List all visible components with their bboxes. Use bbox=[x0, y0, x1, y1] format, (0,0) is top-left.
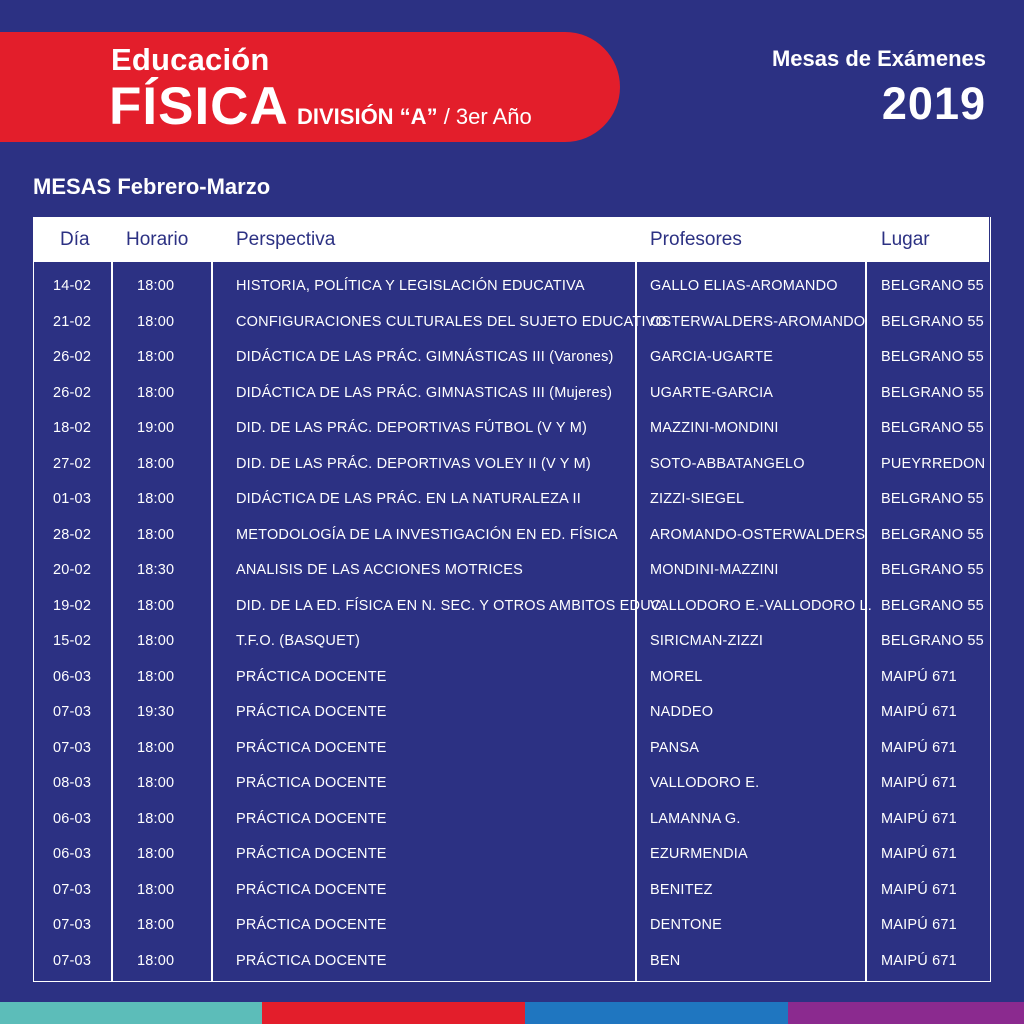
cell-lugar: MAIPÚ 671 bbox=[881, 952, 957, 969]
column-header-perspectiva: Perspectiva bbox=[236, 229, 336, 250]
table-row bbox=[34, 731, 992, 767]
cell-dia: 27-02 bbox=[53, 455, 92, 472]
table-row bbox=[34, 695, 992, 731]
cell-horario: 18:00 bbox=[137, 881, 175, 898]
exam-tables-label: Mesas de Exámenes bbox=[771, 46, 986, 71]
cell-profesores: LAMANNA G. bbox=[650, 810, 741, 827]
cell-horario: 18:00 bbox=[137, 917, 175, 933]
table-row bbox=[34, 837, 992, 873]
cell-profesores: BEN bbox=[650, 952, 681, 969]
cell-profesores: MAZZINI-MONDINI bbox=[650, 420, 779, 436]
cell-dia: 07-03 bbox=[53, 917, 92, 933]
cell-lugar: BELGRANO 55 bbox=[881, 633, 984, 649]
column-header-horario: Horario bbox=[126, 229, 189, 250]
cell-profesores: DENTONE bbox=[650, 917, 723, 933]
cell-dia: 26-02 bbox=[53, 349, 92, 365]
cell-horario: 18:00 bbox=[137, 278, 175, 294]
cell-perspectiva: PRÁCTICA DOCENTE bbox=[236, 704, 387, 720]
cell-profesores: MONDINI-MAZZINI bbox=[650, 562, 779, 578]
table-row bbox=[34, 589, 992, 625]
cell-lugar: MAIPÚ 671 bbox=[881, 846, 957, 862]
table-row bbox=[34, 376, 992, 412]
cell-dia: 15-02 bbox=[53, 633, 92, 649]
cell-lugar: BELGRANO 55 bbox=[881, 491, 984, 507]
cell-perspectiva: DIDÁCTICA DE LAS PRÁC. GIMNASTICAS III (Mujeres) bbox=[236, 384, 613, 401]
table-row bbox=[34, 766, 992, 802]
cell-dia: 07-03 bbox=[53, 704, 92, 720]
cell-dia: 07-03 bbox=[53, 952, 92, 969]
division-name: DIVISIÓN “A” bbox=[297, 104, 438, 129]
table-row bbox=[34, 305, 992, 341]
cell-perspectiva: PRÁCTICA DOCENTE bbox=[236, 775, 387, 791]
table-row bbox=[34, 873, 992, 909]
cell-dia: 01-03 bbox=[53, 491, 92, 507]
cell-perspectiva: DID. DE LAS PRÁC. DEPORTIVAS VOLEY II (V Y M) bbox=[236, 455, 591, 472]
cell-lugar: MAIPÚ 671 bbox=[881, 881, 957, 898]
cell-lugar: BELGRANO 55 bbox=[881, 526, 984, 543]
cell-perspectiva: PRÁCTICA DOCENTE bbox=[236, 810, 387, 827]
cell-perspectiva: DID. DE LAS PRÁC. DEPORTIVAS FÚTBOL (V Y M) bbox=[236, 420, 588, 436]
cell-dia: 06-03 bbox=[53, 846, 92, 862]
cell-perspectiva: METODOLOGÍA DE LA INVESTIGACIÓN EN ED. FÍSICA bbox=[236, 526, 618, 543]
table-row bbox=[34, 482, 992, 518]
cell-perspectiva: DID. DE LA ED. FÍSICA EN N. SEC. Y OTROS AMBITOS EDUC. bbox=[236, 597, 666, 614]
cell-horario: 19:00 bbox=[137, 420, 175, 436]
cell-perspectiva: PRÁCTICA DOCENTE bbox=[236, 881, 387, 898]
cell-dia: 07-03 bbox=[53, 881, 92, 898]
footer-stripe bbox=[788, 1002, 1024, 1024]
cell-lugar: BELGRANO 55 bbox=[881, 313, 984, 330]
cell-lugar: BELGRANO 55 bbox=[881, 562, 984, 578]
cell-horario: 18:00 bbox=[137, 633, 175, 649]
cell-horario: 18:00 bbox=[137, 952, 175, 969]
cell-dia: 07-03 bbox=[53, 739, 92, 756]
cell-profesores: ZIZZI-SIEGEL bbox=[650, 491, 745, 507]
title-big: FÍSICA bbox=[109, 77, 289, 136]
cell-profesores: GARCIA-UGARTE bbox=[650, 349, 774, 365]
cell-perspectiva: DIDÁCTICA DE LAS PRÁC. EN LA NATURALEZA II bbox=[236, 491, 581, 507]
cell-horario: 18:00 bbox=[137, 739, 175, 756]
cell-profesores: UGARTE-GARCIA bbox=[650, 384, 774, 401]
year-label: 2019 bbox=[881, 78, 986, 129]
table-row bbox=[34, 802, 992, 838]
cell-dia: 06-03 bbox=[53, 810, 92, 827]
column-header-profesores: Profesores bbox=[650, 229, 742, 250]
cell-perspectiva: ANALISIS DE LAS ACCIONES MOTRICES bbox=[236, 562, 524, 578]
cell-horario: 18:00 bbox=[137, 526, 175, 543]
cell-perspectiva: T.F.O. (BASQUET) bbox=[236, 633, 361, 649]
cell-perspectiva: PRÁCTICA DOCENTE bbox=[236, 739, 387, 756]
cell-perspectiva: DIDÁCTICA DE LAS PRÁC. GIMNÁSTICAS III (Varones) bbox=[236, 349, 614, 365]
cell-lugar: MAIPÚ 671 bbox=[881, 810, 957, 827]
cell-lugar: BELGRANO 55 bbox=[881, 349, 984, 365]
cell-horario: 18:30 bbox=[137, 562, 175, 578]
cell-horario: 18:00 bbox=[137, 313, 175, 330]
cell-horario: 18:00 bbox=[137, 349, 175, 365]
table-row bbox=[34, 908, 992, 944]
cell-horario: 18:00 bbox=[137, 455, 175, 472]
footer-stripe bbox=[525, 1002, 788, 1024]
cell-profesores: NADDEO bbox=[650, 704, 714, 720]
cell-dia: 28-02 bbox=[53, 526, 92, 543]
cell-lugar: MAIPÚ 671 bbox=[881, 917, 957, 933]
cell-perspectiva: PRÁCTICA DOCENTE bbox=[236, 668, 387, 685]
cell-lugar: BELGRANO 55 bbox=[881, 384, 984, 401]
cell-horario: 18:00 bbox=[137, 810, 175, 827]
cell-dia: 18-02 bbox=[53, 420, 92, 436]
section-title: MESAS Febrero-Marzo bbox=[33, 174, 271, 199]
cell-profesores: BENITEZ bbox=[650, 881, 713, 898]
cell-lugar: MAIPÚ 671 bbox=[881, 739, 957, 756]
table-header bbox=[34, 217, 989, 262]
cell-horario: 19:30 bbox=[137, 704, 175, 720]
cell-profesores: GALLO ELIAS-AROMANDO bbox=[650, 278, 838, 294]
table-row bbox=[34, 624, 992, 660]
cell-perspectiva: HISTORIA, POLÍTICA Y LEGISLACIÓN EDUCATIVA bbox=[236, 278, 585, 294]
table-row bbox=[34, 660, 992, 696]
cell-profesores: MOREL bbox=[650, 668, 703, 685]
cell-dia: 20-02 bbox=[53, 562, 92, 578]
cell-perspectiva: CONFIGURACIONES CULTURALES DEL SUJETO EDUCATIVO bbox=[236, 313, 668, 330]
table-row bbox=[34, 553, 992, 589]
cell-perspectiva: PRÁCTICA DOCENTE bbox=[236, 846, 387, 862]
table-row bbox=[34, 269, 992, 305]
division-label bbox=[297, 104, 532, 130]
cell-horario: 18:00 bbox=[137, 775, 175, 791]
cell-horario: 18:00 bbox=[137, 668, 175, 685]
title-small: Educación bbox=[111, 42, 270, 77]
cell-profesores: AROMANDO-OSTERWALDERS bbox=[650, 526, 866, 543]
cell-lugar: MAIPÚ 671 bbox=[881, 775, 957, 791]
table-row bbox=[34, 411, 992, 447]
exam-table bbox=[33, 217, 991, 982]
cell-lugar: MAIPÚ 671 bbox=[881, 668, 957, 685]
footer-stripe bbox=[262, 1002, 525, 1024]
cell-horario: 18:00 bbox=[137, 597, 175, 614]
cell-perspectiva: PRÁCTICA DOCENTE bbox=[236, 917, 387, 933]
column-header-lugar: Lugar bbox=[881, 229, 930, 250]
column-header-dia: Día bbox=[60, 229, 90, 250]
table-row bbox=[34, 447, 992, 483]
cell-dia: 19-02 bbox=[53, 597, 92, 614]
table-body bbox=[34, 269, 992, 979]
cell-lugar: BELGRANO 55 bbox=[881, 597, 984, 614]
cell-horario: 18:00 bbox=[137, 846, 175, 862]
cell-dia: 14-02 bbox=[53, 278, 92, 294]
cell-dia: 21-02 bbox=[53, 313, 92, 330]
cell-lugar: BELGRANO 55 bbox=[881, 278, 984, 294]
cell-dia: 26-02 bbox=[53, 384, 92, 401]
cell-lugar: PUEYRREDON bbox=[881, 455, 986, 472]
cell-perspectiva: PRÁCTICA DOCENTE bbox=[236, 952, 387, 969]
cell-profesores: SIRICMAN-ZIZZI bbox=[650, 633, 764, 649]
cell-profesores: OSTERWALDERS-AROMANDO bbox=[650, 313, 866, 330]
table-row bbox=[34, 518, 992, 554]
cell-lugar: MAIPÚ 671 bbox=[881, 704, 957, 720]
division-year: / 3er Año bbox=[437, 104, 532, 129]
table-row bbox=[34, 944, 992, 980]
table-row bbox=[34, 340, 992, 376]
cell-profesores: SOTO-ABBATANGELO bbox=[650, 455, 805, 472]
cell-horario: 18:00 bbox=[137, 384, 175, 401]
cell-dia: 08-03 bbox=[53, 775, 92, 791]
cell-profesores: EZURMENDIA bbox=[650, 846, 748, 862]
cell-profesores: PANSA bbox=[650, 739, 700, 756]
cell-lugar: BELGRANO 55 bbox=[881, 420, 984, 436]
cell-horario: 18:00 bbox=[137, 491, 175, 507]
cell-profesores: VALLODORO E.-VALLODORO L. bbox=[650, 597, 873, 614]
cell-dia: 06-03 bbox=[53, 668, 92, 685]
footer-stripe bbox=[0, 1002, 262, 1024]
cell-profesores: VALLODORO E. bbox=[650, 775, 760, 791]
